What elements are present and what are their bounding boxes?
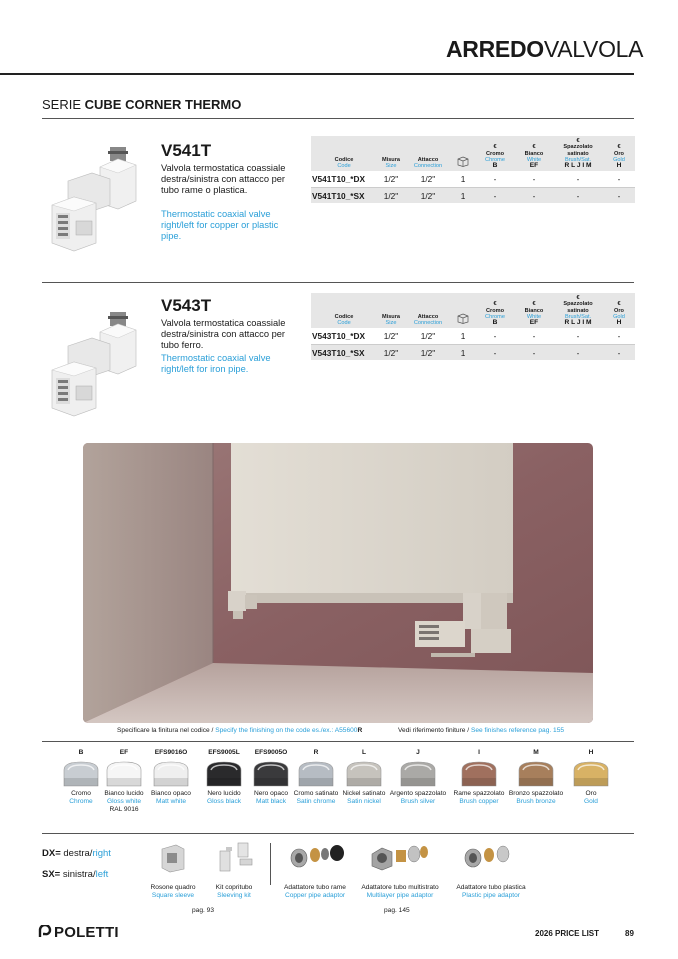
- accessory-label: Rosone quadro Square sleeve: [150, 884, 196, 899]
- col-chrome: € Cromo Chrome B: [475, 136, 515, 171]
- finish-label: Rame spazzolato Brush copper: [453, 790, 505, 805]
- finish-label: Cromo Chrome: [69, 790, 93, 805]
- side-legend-dx: DX= destra/right: [42, 848, 111, 859]
- col-brushed: € Spazzolato satinato Brush/Sat. R L J I M: [553, 293, 603, 328]
- valve-v543t-image: [48, 308, 140, 418]
- finish-swatch: [517, 760, 555, 788]
- finish-label: Nero opaco Matt black: [253, 790, 289, 805]
- col-chrome: € Cromo Chrome B: [475, 293, 515, 328]
- finish-code: L: [361, 749, 367, 756]
- series-divider: [42, 118, 634, 119]
- finish-code: M: [533, 749, 539, 756]
- finish-swatch: [62, 760, 100, 788]
- finish-label: Nero lucido Gloss black: [206, 790, 242, 805]
- finish-swatch: [345, 760, 383, 788]
- product-desc-it: Valvola termostatica coassiale destra/sinistra con attacco per tubo rame o plastica.: [161, 163, 286, 195]
- finish-caption-right: Vedi riferimento finiture / See finishes reference pag. 155: [398, 727, 565, 734]
- product-desc-en: Thermostatic coaxial valve right/left for iron pipe.: [161, 353, 271, 374]
- col-package: [451, 136, 475, 171]
- square-sleeve-icon: [160, 843, 186, 873]
- finish-swatch: [399, 760, 437, 788]
- page-number: 89: [625, 929, 634, 938]
- finish-swatch: [152, 760, 190, 788]
- accessories-divider: [42, 833, 634, 834]
- finish-swatch: [205, 760, 243, 788]
- price-list-label: 2026 PRICE LIST: [535, 929, 600, 938]
- price-table-v541t: [311, 136, 635, 203]
- finish-caption-left: Specificare la finitura nel codice / Specify the finishing on the code es./ex.: A55600R: [117, 727, 363, 734]
- finish-code: B: [78, 749, 84, 756]
- multilayer-adaptor-icon: [370, 840, 430, 872]
- col-brushed: € Spazzolato satinato Brush/Sat. R L J I M: [553, 136, 603, 171]
- finish-code: H: [588, 749, 594, 756]
- col-white: € Bianco White EF: [515, 136, 553, 171]
- header-divider: [0, 73, 634, 75]
- price-table-v543t: [311, 293, 635, 360]
- accessory-label: Kit copritubo Sleeving kit: [215, 884, 253, 899]
- col-connection: Attacco Connection: [405, 136, 451, 171]
- product-code-v543t: V543T: [161, 296, 212, 315]
- accessory-label: Adattatore tubo multistrato Multilayer pipe adaptor: [361, 884, 439, 899]
- finish-code: I: [478, 749, 480, 756]
- finish-code: J: [416, 749, 420, 756]
- poletti-logo-icon: [38, 925, 54, 939]
- finish-label: Nickel satinato Satin nickel: [342, 790, 386, 805]
- col-size: Misura Size: [377, 293, 405, 328]
- page-ref-right: pag. 145: [384, 907, 410, 914]
- sleeving-kit-icon: [216, 841, 256, 875]
- copper-adaptor-icon: [289, 842, 345, 870]
- accessory-label: Adattatore tubo plastica Plastic pipe adaptor: [456, 884, 526, 899]
- finishes-divider: [42, 741, 634, 742]
- col-gold: € Oro Gold H: [603, 136, 635, 171]
- accessories-separator: [270, 843, 271, 885]
- finish-label: Bianco opaco Matt white: [151, 790, 191, 805]
- installation-photo: [83, 443, 593, 723]
- finish-code: EFS9016O: [154, 749, 188, 756]
- finish-swatch: [460, 760, 498, 788]
- valve-v541t-image: [48, 143, 140, 253]
- plastic-adaptor-icon: [463, 842, 519, 870]
- finish-code: EFS9005L: [208, 749, 240, 756]
- finish-label: Cromo satinato Satin chrome: [293, 790, 339, 805]
- page-ref-left: pag. 93: [192, 907, 214, 914]
- col-white: € Bianco White EF: [515, 293, 553, 328]
- package-icon: [457, 156, 469, 167]
- finish-swatch: [252, 760, 290, 788]
- finish-code: EFS9005O: [254, 749, 288, 756]
- col-code: Codice Code: [311, 293, 377, 328]
- col-package: [451, 293, 475, 328]
- product-code-v541t: V541T: [161, 141, 212, 160]
- finish-label: Oro Gold: [584, 790, 598, 805]
- col-gold: € Oro Gold H: [603, 293, 635, 328]
- finish-label: Argento spazzolato Brush silver: [389, 790, 447, 805]
- side-legend-sx: SX= sinistra/left: [42, 869, 109, 880]
- finish-label: Bianco lucido Gloss white RAL 9016: [104, 790, 144, 813]
- accessory-label: Adattatore tubo rame Copper pipe adaptor: [284, 884, 346, 899]
- finish-swatch: [572, 760, 610, 788]
- finish-swatch: [105, 760, 143, 788]
- product-desc-en: Thermostatic coaxial valve right/left for copper or plastic pipe.: [161, 209, 279, 241]
- col-connection: Attacco Connection: [405, 293, 451, 328]
- finish-code: R: [313, 749, 319, 756]
- finish-label: Bronzo spazzolato Brush bronze: [508, 790, 564, 805]
- package-icon: [457, 313, 469, 324]
- table-row: V543T10_*SX 1/2" 1/2" 1 - - - -: [311, 344, 635, 360]
- product-desc-it: Valvola termostatica coassiale destra/sinistra con attacco per tubo ferro.: [161, 318, 286, 350]
- col-size: Misura Size: [377, 136, 405, 171]
- table-row: V543T10_*DX 1/2" 1/2" 1 - - - -: [311, 328, 635, 344]
- finish-code: EF: [119, 749, 129, 756]
- finish-swatch: [297, 760, 335, 788]
- series-title: SERIE CUBE CORNER THERMO: [42, 97, 242, 112]
- page-title: ARREDOVALVOLA: [446, 36, 644, 62]
- poletti-logo: POLETTI: [38, 924, 119, 941]
- table-row: V541T10_*SX 1/2" 1/2" 1 - - - -: [311, 187, 635, 203]
- product-divider: [42, 282, 634, 283]
- col-code: Codice Code: [311, 136, 377, 171]
- table-row: V541T10_*DX 1/2" 1/2" 1 - - - -: [311, 171, 635, 187]
